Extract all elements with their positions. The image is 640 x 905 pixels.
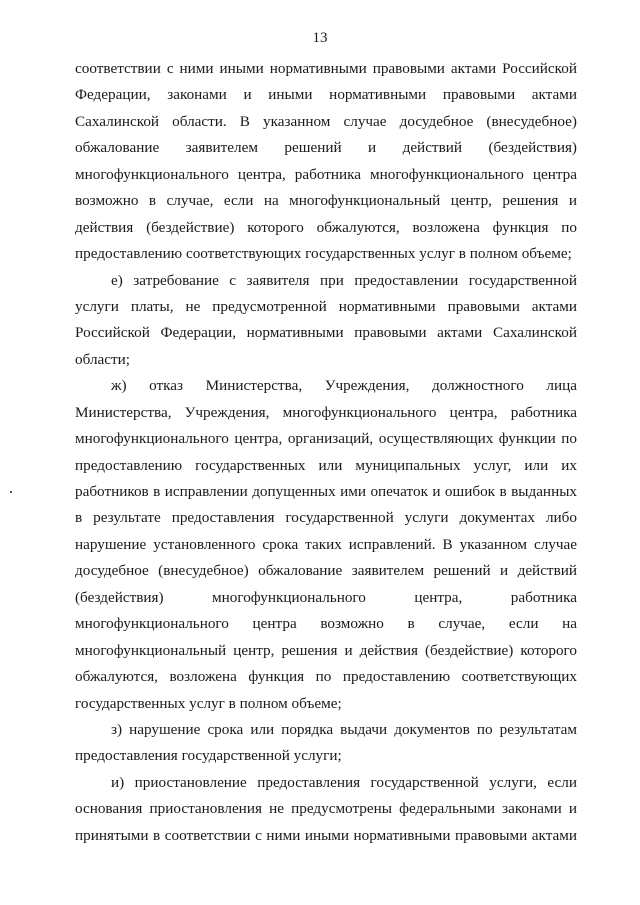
text-line: возможно в случае, если на многофункциональный центр, решения и (75, 192, 577, 210)
text-line: досудебное (внесудебное) обжалование заявителем решений и действий (75, 562, 577, 580)
scan-artifact (10, 491, 12, 493)
text-line: обжалование заявителем решений и действий (бездействия) (75, 139, 577, 157)
document-body (75, 56, 577, 849)
text-line: нарушение установленного срока таких исправлений. В указанном случае (75, 535, 577, 553)
text-line: Министерства, Учреждения, многофункционального центра, работника (75, 403, 577, 421)
text-line: области; (75, 350, 130, 368)
text-line: ж) отказ Министерства, Учреждения, должностного лица (111, 377, 577, 395)
text-line: многофункционального центра, организаций, осуществляющих функции по (75, 430, 577, 448)
text-line: Российской Федерации, нормативными правовыми актами Сахалинской (75, 324, 577, 342)
text-line: многофункционального центра, работника многофункционального центра (75, 165, 577, 183)
text-line: предоставлению соответствующих государственных услуг в полном объеме; (75, 245, 572, 263)
text-line: многофункционального центра возможно в случае, если на (75, 615, 577, 633)
text-line: обжалуются, возложена функция по предоставлению соответствующих (75, 668, 577, 686)
text-line: и) приостановление предоставления государственной услуги, если (111, 773, 577, 791)
text-line: предоставлению государственных или муниципальных услуг, или их (75, 456, 577, 474)
text-line: основания приостановления не предусмотрены федеральными законами и (75, 800, 577, 818)
text-line: соответствии с ними иными нормативными правовыми актами Российской (75, 60, 577, 77)
text-line: е) затребование с заявителя при предоставлении государственной (111, 271, 577, 289)
text-line: Сахалинской области. В указанном случае досудебное (внесудебное) (75, 112, 577, 130)
text-line: (бездействия) многофункционального центра, работника (75, 588, 577, 606)
page-number: 13 (312, 30, 328, 46)
text-line: в результате предоставления государственной услуги документах либо (75, 509, 577, 527)
text-line: работников в исправлении допущенных ими опечаток и ошибок в выданных (75, 483, 577, 500)
text-line: предоставления государственной услуги; (75, 747, 342, 765)
text-line: действия (бездействие) которого обжалуются, возложена функция по (75, 218, 577, 236)
text-line: з) нарушение срока или порядка выдачи документов по результатам (111, 720, 577, 738)
text-line: государственных услуг в полном объеме; (75, 694, 342, 712)
text-line: Федерации, законами и иными нормативными правовыми актами (75, 86, 577, 104)
text-line: многофункциональный центр, решения и действия (бездействие) которого (75, 641, 577, 659)
text-line: принятыми в соответствии с ними иными нормативными правовыми актами (75, 826, 577, 844)
text-line: услуги платы, не предусмотренной нормативными правовыми актами (75, 297, 577, 315)
